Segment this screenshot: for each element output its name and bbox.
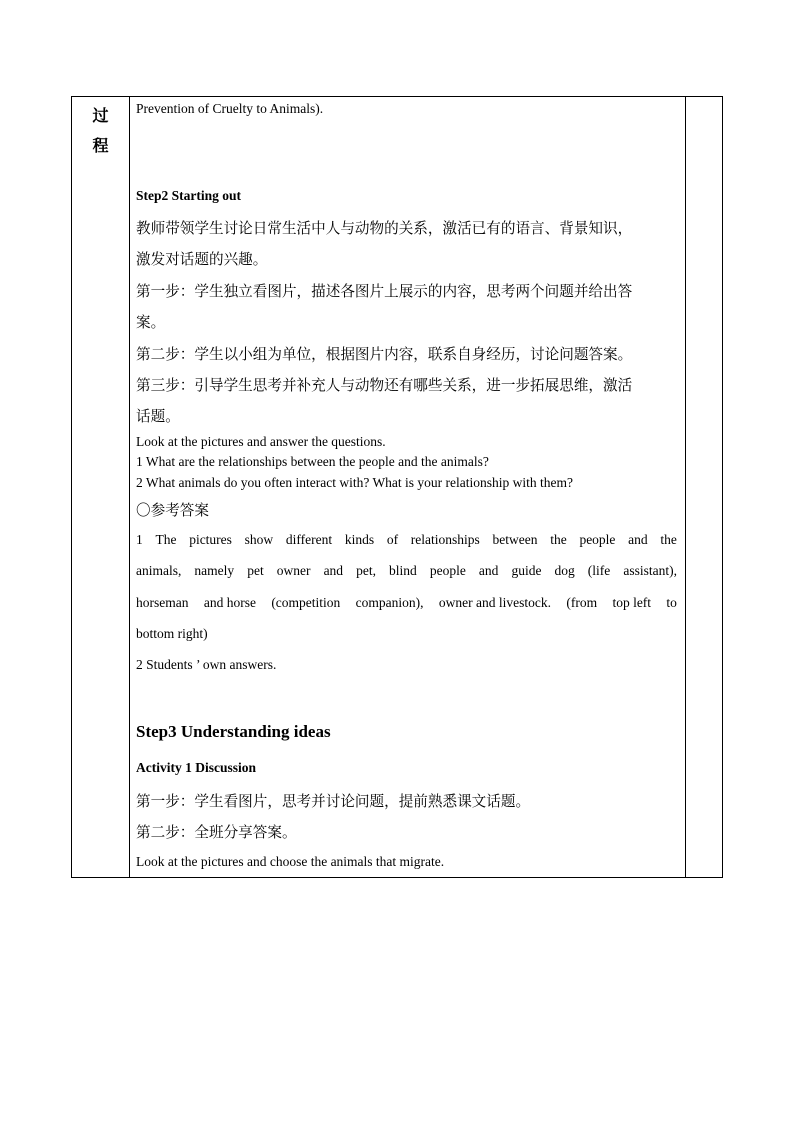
question-line: 2 What animals do you often interact with? What is your relationship with them?: [136, 475, 574, 490]
text-line: 第三步：引导学生思考并补充人与动物还有哪些关系，进一步拓展思维，激活: [136, 377, 633, 394]
word: (life: [587, 563, 611, 578]
word: pet,: [356, 563, 376, 578]
word: (from: [566, 595, 598, 610]
text-line: 第二步：全班分享答案。: [136, 824, 297, 841]
word: pictures: [189, 532, 232, 547]
word: the: [660, 532, 677, 547]
word: assistant),: [623, 563, 677, 578]
answer-line: 2 Students ’ own answers.: [136, 657, 277, 672]
word: to: [666, 595, 677, 610]
question-line: Look at the pictures and answer the questions.: [136, 434, 386, 449]
word: people: [429, 563, 466, 578]
word: between: [492, 532, 538, 547]
column-divider: [129, 97, 130, 877]
word: owner and livestock.: [438, 595, 551, 610]
word: horseman: [136, 595, 189, 610]
word: of: [386, 532, 399, 547]
word: and: [323, 563, 344, 578]
question-line: 1 What are the relationships between the people and the animals?: [136, 454, 489, 469]
word: guide: [511, 563, 542, 578]
word: different: [285, 532, 333, 547]
reference-answer-label: 〇参考答案: [136, 502, 209, 519]
text-line: 话题。: [136, 408, 180, 425]
lesson-table: [71, 96, 723, 878]
word: people: [579, 532, 616, 547]
word: show: [244, 532, 274, 547]
text-line: 第一步：学生看图片，思考并讨论问题，提前熟悉课文话题。: [136, 793, 531, 810]
step3-heading: Step3 Understanding ideas: [136, 722, 331, 741]
word: 1: [136, 532, 143, 547]
step2-heading: Step2 Starting out: [136, 188, 242, 203]
word: top left: [612, 595, 652, 610]
word: dog: [554, 563, 575, 578]
text-line: 第一步：学生独立看图片，描述各图片上展示的内容，思考两个问题并给出答: [136, 283, 633, 300]
word: The: [155, 532, 177, 547]
text-line: 激发对话题的兴趣。: [136, 251, 268, 268]
text-line: 案。: [136, 314, 166, 331]
word: blind: [389, 563, 417, 578]
word: companion),: [355, 595, 424, 610]
word: and: [628, 532, 648, 547]
label-char: 过: [92, 106, 109, 125]
word: the: [550, 532, 567, 547]
activity-heading: Activity 1 Discussion: [136, 760, 257, 775]
text-line: Look at the pictures and choose the animals that migrate.: [136, 854, 445, 869]
column-divider: [685, 97, 686, 877]
word: kinds: [344, 532, 375, 547]
word: (competition: [271, 595, 341, 610]
answer-line: [136, 563, 677, 579]
text-line: 教师带领学生讨论日常生活中人与动物的关系，激活已有的语言、背景知识，: [136, 220, 633, 237]
answer-line: bottom right): [136, 626, 208, 641]
word: animals,: [136, 563, 182, 578]
word: owner: [276, 563, 311, 578]
text-line: Prevention of Cruelty to Animals).: [136, 101, 324, 116]
word: and: [478, 563, 499, 578]
answer-line: [136, 595, 677, 611]
label-char: 程: [92, 136, 109, 155]
word: pet: [247, 563, 264, 578]
text-line: 第二步：学生以小组为单位，根据图片内容，联系自身经历，讨论问题答案。: [136, 346, 633, 363]
word: relationships: [410, 532, 480, 547]
word: and horse: [203, 595, 256, 610]
answer-line: [136, 532, 677, 548]
word: namely: [194, 563, 235, 578]
